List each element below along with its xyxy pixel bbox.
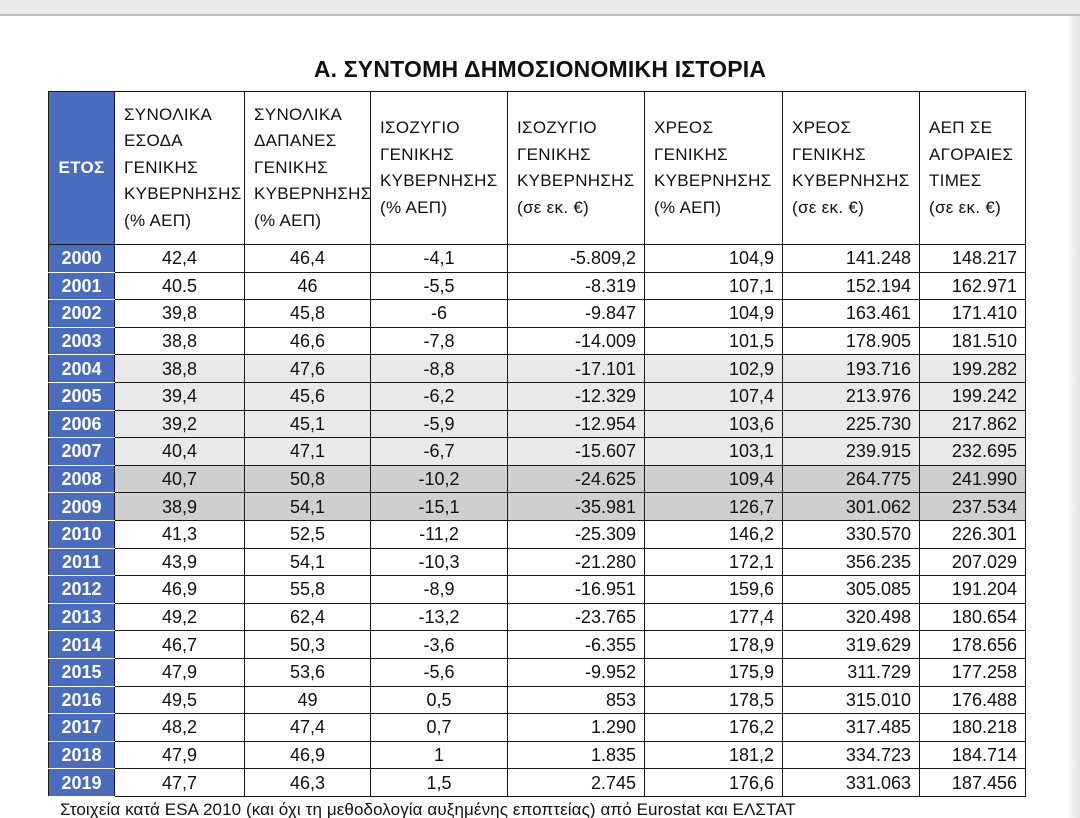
debt-eur-cell: 330.570 (783, 520, 920, 548)
balance-pct-cell: -6 (371, 300, 508, 328)
header-line: (% ΑΕΠ) (654, 197, 722, 217)
debt-eur-cell: 305.085 (783, 576, 920, 604)
revenue-cell: 40,4 (115, 438, 245, 466)
balance-pct-cell: -10,2 (371, 465, 508, 493)
gdp-cell: 207.029 (920, 548, 1026, 576)
balance-eur-cell: -12.329 (508, 382, 645, 410)
balance-eur-cell: -14.009 (508, 327, 645, 355)
table-row (49, 272, 1026, 300)
revenue-cell: 49,2 (115, 603, 245, 631)
header-debt-eur (783, 92, 920, 245)
header-line: ΙΣΟΖΥΓΙΟ (380, 118, 460, 137)
revenue-cell: 38,9 (115, 493, 245, 521)
table-row (49, 686, 1026, 714)
balance-pct-cell: -4,1 (371, 245, 508, 273)
balance-eur-cell: -5.809,2 (508, 245, 645, 273)
balance-eur-cell: -25.309 (508, 520, 645, 548)
table-body (49, 245, 1026, 797)
debt-eur-cell: 334.723 (783, 741, 920, 769)
balance-pct-cell: -7,8 (371, 327, 508, 355)
table-row (49, 327, 1026, 355)
header-gdp (920, 92, 1026, 245)
debt-eur-cell: 225.730 (783, 410, 920, 438)
header-line: ΚΥΒΕΡΝΗΣΗΣ (124, 184, 242, 204)
year-cell: 2010 (49, 520, 115, 548)
debt-pct-cell: 178,9 (645, 631, 783, 659)
table-row (49, 769, 1026, 797)
year-cell: 2013 (49, 603, 115, 631)
balance-pct-cell: 0,5 (371, 686, 508, 714)
expenditure-cell: 46 (245, 272, 371, 300)
table-row (49, 603, 1026, 631)
header-expenditure (245, 92, 371, 245)
table-row (49, 465, 1026, 493)
balance-pct-cell: 1 (371, 741, 508, 769)
header-line: ΚΥΒΕΡΝΗΣΗΣ (254, 184, 372, 204)
gdp-cell: 177.258 (920, 658, 1026, 686)
year-cell: 2003 (49, 327, 115, 355)
debt-eur-cell: 356.235 (783, 548, 920, 576)
balance-eur-cell: 2.745 (508, 769, 645, 797)
balance-pct-cell: -5,9 (371, 410, 508, 438)
footnote: Στοιχεία κατά ESA 2010 (και όχι τη μεθοδολογία αυξημένης εποπτείας) από Eurostat και ΕΛΣΤΑΤ (60, 800, 796, 818)
debt-eur-cell: 239.915 (783, 438, 920, 466)
year-cell: 2009 (49, 493, 115, 521)
year-cell: 2017 (49, 714, 115, 742)
expenditure-cell: 45,6 (245, 382, 371, 410)
balance-eur-cell: -9.952 (508, 658, 645, 686)
expenditure-cell: 50,8 (245, 465, 371, 493)
table-row (49, 520, 1026, 548)
expenditure-cell: 46,6 (245, 327, 371, 355)
expenditure-cell: 54,1 (245, 548, 371, 576)
balance-eur-cell: -12.954 (508, 410, 645, 438)
year-cell: 2019 (49, 769, 115, 797)
revenue-cell: 40,7 (115, 465, 245, 493)
header-revenue (115, 92, 245, 245)
expenditure-cell: 52,5 (245, 520, 371, 548)
header-debt-pct (645, 92, 783, 245)
document-title: Α. ΣΥΝΤΟΜΗ ΔΗΜΟΣΙΟΝΟΜΙΚΗ ΙΣΤΟΡΙΑ (313, 56, 767, 82)
debt-eur-cell: 213.976 (783, 382, 920, 410)
header-line: ΓΕΝΙΚΗΣ (654, 144, 728, 164)
header-line: (% ΑΕΠ) (254, 210, 322, 230)
revenue-cell: 49,5 (115, 686, 245, 714)
header-line: ΤΙΜΕΣ (929, 171, 982, 190)
debt-eur-cell: 315.010 (783, 686, 920, 714)
debt-pct-cell: 126,7 (645, 493, 783, 521)
debt-pct-cell: 159,6 (645, 576, 783, 604)
balance-eur-cell: -23.765 (508, 603, 645, 631)
revenue-cell: 46,9 (115, 576, 245, 604)
debt-eur-cell: 193.716 (783, 355, 920, 383)
header-line: ΚΥΒΕΡΝΗΣΗΣ (517, 171, 635, 190)
gdp-cell: 178.656 (920, 631, 1026, 659)
expenditure-cell: 53,6 (245, 658, 371, 686)
balance-pct-cell: -15,1 (371, 493, 508, 521)
balance-eur-cell: -15.607 (508, 438, 645, 466)
gdp-cell: 148.217 (920, 245, 1026, 273)
expenditure-cell: 49 (245, 686, 371, 714)
table-row (49, 245, 1026, 273)
gdp-cell: 241.990 (920, 465, 1026, 493)
balance-pct-cell: 1,5 (371, 769, 508, 797)
header-line: (σε εκ. €) (792, 197, 865, 217)
header-line: (% ΑΕΠ) (124, 210, 192, 230)
year-cell: 2002 (49, 300, 115, 328)
revenue-cell: 40.5 (115, 272, 245, 300)
debt-eur-cell: 311.729 (783, 658, 920, 686)
debt-eur-cell: 317.485 (783, 714, 920, 742)
year-cell: 2005 (49, 382, 115, 410)
table-row (49, 410, 1026, 438)
balance-pct-cell: -10,3 (371, 548, 508, 576)
balance-eur-cell: -24.625 (508, 465, 645, 493)
balance-pct-cell: -6,2 (371, 382, 508, 410)
table-row (49, 493, 1026, 521)
balance-eur-cell: -21.280 (508, 548, 645, 576)
gdp-cell: 162.971 (920, 272, 1026, 300)
expenditure-cell: 45,1 (245, 410, 371, 438)
debt-pct-cell: 146,2 (645, 520, 783, 548)
revenue-cell: 39,4 (115, 382, 245, 410)
debt-pct-cell: 172,1 (645, 548, 783, 576)
balance-eur-cell: 853 (508, 686, 645, 714)
debt-pct-cell: 177,4 (645, 603, 783, 631)
fiscal-history-table (48, 91, 1026, 797)
table-row (49, 300, 1026, 328)
debt-pct-cell: 104,9 (645, 245, 783, 273)
gdp-cell: 181.510 (920, 327, 1026, 355)
revenue-cell: 48,2 (115, 714, 245, 742)
year-cell: 2004 (49, 355, 115, 383)
gdp-cell: 180.654 (920, 603, 1026, 631)
debt-pct-cell: 104,9 (645, 300, 783, 328)
window-top-band (0, 0, 1080, 16)
revenue-cell: 47,9 (115, 658, 245, 686)
table-row (49, 714, 1026, 742)
header-line: ΣΥΝΟΛΙΚΑ (254, 104, 343, 124)
table-row (49, 438, 1026, 466)
year-cell: 2015 (49, 658, 115, 686)
balance-pct-cell: -13,2 (371, 603, 508, 631)
table-row (49, 576, 1026, 604)
gdp-cell: 187.456 (920, 769, 1026, 797)
revenue-cell: 43,9 (115, 548, 245, 576)
gdp-cell: 199.282 (920, 355, 1026, 383)
gdp-cell: 176.488 (920, 686, 1026, 714)
expenditure-cell: 62,4 (245, 603, 371, 631)
header-line: ΑΓΟΡΑΙΕΣ (929, 144, 1014, 164)
balance-eur-cell: -6.355 (508, 631, 645, 659)
balance-eur-cell: -16.951 (508, 576, 645, 604)
header-line: ΚΥΒΕΡΝΗΣΗΣ (792, 171, 910, 190)
header-line: ΔΑΠΑΝΕΣ (254, 131, 337, 151)
year-cell: 2016 (49, 686, 115, 714)
header-line: ΕΣΟΔΑ (124, 131, 183, 151)
expenditure-cell: 54,1 (245, 493, 371, 521)
table-row (49, 658, 1026, 686)
debt-pct-cell: 103,1 (645, 438, 783, 466)
gdp-cell: 199.242 (920, 382, 1026, 410)
revenue-cell: 47,9 (115, 741, 245, 769)
year-cell: 2012 (49, 576, 115, 604)
debt-eur-cell: 319.629 (783, 631, 920, 659)
balance-pct-cell: -11,2 (371, 520, 508, 548)
balance-eur-cell: -17.101 (508, 355, 645, 383)
balance-pct-cell: -8,8 (371, 355, 508, 383)
gdp-cell: 226.301 (920, 520, 1026, 548)
header-year (49, 92, 115, 245)
balance-eur-cell: -8.319 (508, 272, 645, 300)
year-cell: 2011 (49, 548, 115, 576)
gdp-cell: 184.714 (920, 741, 1026, 769)
header-line: ΓΕΝΙΚΗΣ (517, 144, 591, 164)
debt-pct-cell: 107,4 (645, 382, 783, 410)
table-row (49, 548, 1026, 576)
debt-pct-cell: 103,6 (645, 410, 783, 438)
debt-pct-cell: 176,2 (645, 714, 783, 742)
gdp-cell: 217.862 (920, 410, 1026, 438)
debt-eur-cell: 178.905 (783, 327, 920, 355)
header-line: ΧΡΕΟΣ (654, 118, 714, 137)
debt-eur-cell: 320.498 (783, 603, 920, 631)
revenue-cell: 41,3 (115, 520, 245, 548)
table-header-row (49, 92, 1026, 245)
debt-eur-cell: 163.461 (783, 300, 920, 328)
table-row (49, 631, 1026, 659)
header-line: (σε εκ. €) (929, 197, 1002, 217)
expenditure-cell: 47,4 (245, 714, 371, 742)
debt-pct-cell: 178,5 (645, 686, 783, 714)
expenditure-cell: 50,3 (245, 631, 371, 659)
header-line: ΧΡΕΟΣ (792, 118, 852, 137)
table-row (49, 741, 1026, 769)
balance-pct-cell: 0,7 (371, 714, 508, 742)
year-cell: 2018 (49, 741, 115, 769)
balance-eur-cell: -9.847 (508, 300, 645, 328)
header-line: ΣΥΝΟΛΙΚΑ (124, 104, 213, 124)
debt-pct-cell: 181,2 (645, 741, 783, 769)
expenditure-cell: 47,6 (245, 355, 371, 383)
balance-pct-cell: -5,6 (371, 658, 508, 686)
expenditure-cell: 46,4 (245, 245, 371, 273)
year-cell: 2006 (49, 410, 115, 438)
header-line: ΕΤΟΣ (58, 157, 105, 177)
gdp-cell: 237.534 (920, 493, 1026, 521)
header-line: ΚΥΒΕΡΝΗΣΗΣ (654, 171, 772, 190)
year-cell: 2001 (49, 272, 115, 300)
debt-pct-cell: 102,9 (645, 355, 783, 383)
debt-pct-cell: 176,6 (645, 769, 783, 797)
revenue-cell: 42,4 (115, 245, 245, 273)
header-line: ΙΣΟΖΥΓΙΟ (517, 118, 597, 137)
header-line: ΓΕΝΙΚΗΣ (254, 157, 328, 177)
header-line: ΓΕΝΙΚΗΣ (792, 144, 866, 164)
gdp-cell: 232.695 (920, 438, 1026, 466)
page-edge-shadow (1066, 16, 1080, 818)
expenditure-cell: 45,8 (245, 300, 371, 328)
balance-eur-cell: -35.981 (508, 493, 645, 521)
debt-pct-cell: 175,9 (645, 658, 783, 686)
balance-eur-cell: 1.835 (508, 741, 645, 769)
header-line: ΓΕΝΙΚΗΣ (380, 144, 454, 164)
expenditure-cell: 55,8 (245, 576, 371, 604)
expenditure-cell: 46,3 (245, 769, 371, 797)
debt-eur-cell: 141.248 (783, 245, 920, 273)
year-cell: 2007 (49, 438, 115, 466)
debt-eur-cell: 152.194 (783, 272, 920, 300)
balance-pct-cell: -5,5 (371, 272, 508, 300)
revenue-cell: 47,7 (115, 769, 245, 797)
revenue-cell: 38,8 (115, 327, 245, 355)
gdp-cell: 191.204 (920, 576, 1026, 604)
debt-pct-cell: 109,4 (645, 465, 783, 493)
debt-eur-cell: 301.062 (783, 493, 920, 521)
header-balance-pct (371, 92, 508, 245)
balance-pct-cell: -3,6 (371, 631, 508, 659)
balance-pct-cell: -8,9 (371, 576, 508, 604)
header-line: (% ΑΕΠ) (380, 197, 448, 217)
revenue-cell: 39,2 (115, 410, 245, 438)
table-row (49, 382, 1026, 410)
debt-pct-cell: 107,1 (645, 272, 783, 300)
year-cell: 2014 (49, 631, 115, 659)
year-cell: 2008 (49, 465, 115, 493)
revenue-cell: 39,8 (115, 300, 245, 328)
debt-pct-cell: 101,5 (645, 327, 783, 355)
header-balance-eur (508, 92, 645, 245)
debt-eur-cell: 331.063 (783, 769, 920, 797)
expenditure-cell: 46,9 (245, 741, 371, 769)
balance-pct-cell: -6,7 (371, 438, 508, 466)
header-line: ΓΕΝΙΚΗΣ (124, 157, 198, 177)
gdp-cell: 171.410 (920, 300, 1026, 328)
year-cell: 2000 (49, 245, 115, 273)
expenditure-cell: 47,1 (245, 438, 371, 466)
debt-eur-cell: 264.775 (783, 465, 920, 493)
header-line: ΑΕΠ ΣΕ (929, 118, 993, 137)
table-row (49, 355, 1026, 383)
balance-eur-cell: 1.290 (508, 714, 645, 742)
header-line: ΚΥΒΕΡΝΗΣΗΣ (380, 171, 498, 190)
revenue-cell: 46,7 (115, 631, 245, 659)
gdp-cell: 180.218 (920, 714, 1026, 742)
header-line: (σε εκ. €) (517, 197, 590, 217)
revenue-cell: 38,8 (115, 355, 245, 383)
